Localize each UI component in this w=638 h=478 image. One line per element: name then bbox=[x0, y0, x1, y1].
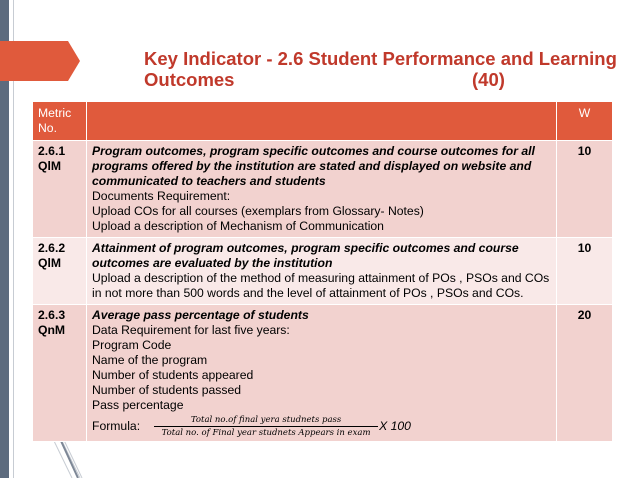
metric-weight: 10 bbox=[557, 238, 613, 305]
metric-description bbox=[87, 141, 557, 238]
formula bbox=[92, 415, 551, 438]
title-line-2: Outcomes bbox=[144, 69, 235, 90]
metrics-table bbox=[32, 101, 613, 442]
table-row bbox=[33, 305, 613, 442]
metric-heading: Attainment of program outcomes, program specific outcomes and course outcomes are evaluated by the institution bbox=[92, 241, 519, 270]
metric-weight: 10 bbox=[557, 141, 613, 238]
metric-weight: 20 bbox=[557, 305, 613, 442]
metric-heading: Average pass percentage of students bbox=[92, 308, 309, 322]
metric-line: Upload COs for all courses (exemplars from Glossary- Notes) bbox=[92, 204, 424, 218]
metric-line: Number of students passed bbox=[92, 383, 242, 397]
metric-line: Number of students appeared bbox=[92, 368, 254, 382]
metric-line: Program Code bbox=[92, 338, 172, 352]
formula-label: Formula: bbox=[92, 419, 141, 433]
metric-heading: Program outcomes, program specific outcomes and course outcomes for all programs offered by the institution are stated and displayed on website and communicated to teachers and students bbox=[92, 144, 535, 188]
metric-number: 2.6.3 QnM bbox=[33, 305, 87, 442]
formula-fraction bbox=[154, 415, 378, 438]
metric-description bbox=[87, 305, 557, 442]
metric-description bbox=[87, 238, 557, 305]
accent-arrow-shape bbox=[0, 41, 80, 81]
header-weight: W bbox=[557, 102, 613, 141]
table-row bbox=[33, 238, 613, 305]
metric-number: 2.6.1 QlM bbox=[33, 141, 87, 238]
table-header-row bbox=[33, 102, 613, 141]
metric-line: Upload a description of Mechanism of Communication bbox=[92, 219, 384, 233]
formula-denominator: Total no. of Final year studnets Appears in exam bbox=[161, 428, 371, 438]
title-line-1: Key Indicator - 2.6 Student Performance and Learning bbox=[144, 48, 617, 69]
metric-number: 2.6.2 QlM bbox=[33, 238, 87, 305]
metric-line: Upload a description of the method of measuring attainment of POs , PSOs and COs in not more than 500 words and the level of attainment of POs , PSOs and COs. bbox=[92, 271, 550, 300]
metric-line: Name of the program bbox=[92, 353, 208, 367]
metric-line: Data Requirement for last five years: bbox=[92, 323, 290, 337]
metric-line: Documents Requirement: bbox=[92, 189, 231, 203]
header-metric-no: Metric No. bbox=[33, 102, 87, 141]
metric-line: Pass percentage bbox=[92, 398, 184, 412]
formula-numerator: Total no.of final yera studnets pass bbox=[154, 415, 378, 427]
title-score: (40) bbox=[472, 69, 505, 90]
formula-multiplier: X 100 bbox=[379, 419, 411, 433]
header-description bbox=[87, 102, 557, 141]
slide-title bbox=[144, 48, 617, 90]
table-row bbox=[33, 141, 613, 238]
